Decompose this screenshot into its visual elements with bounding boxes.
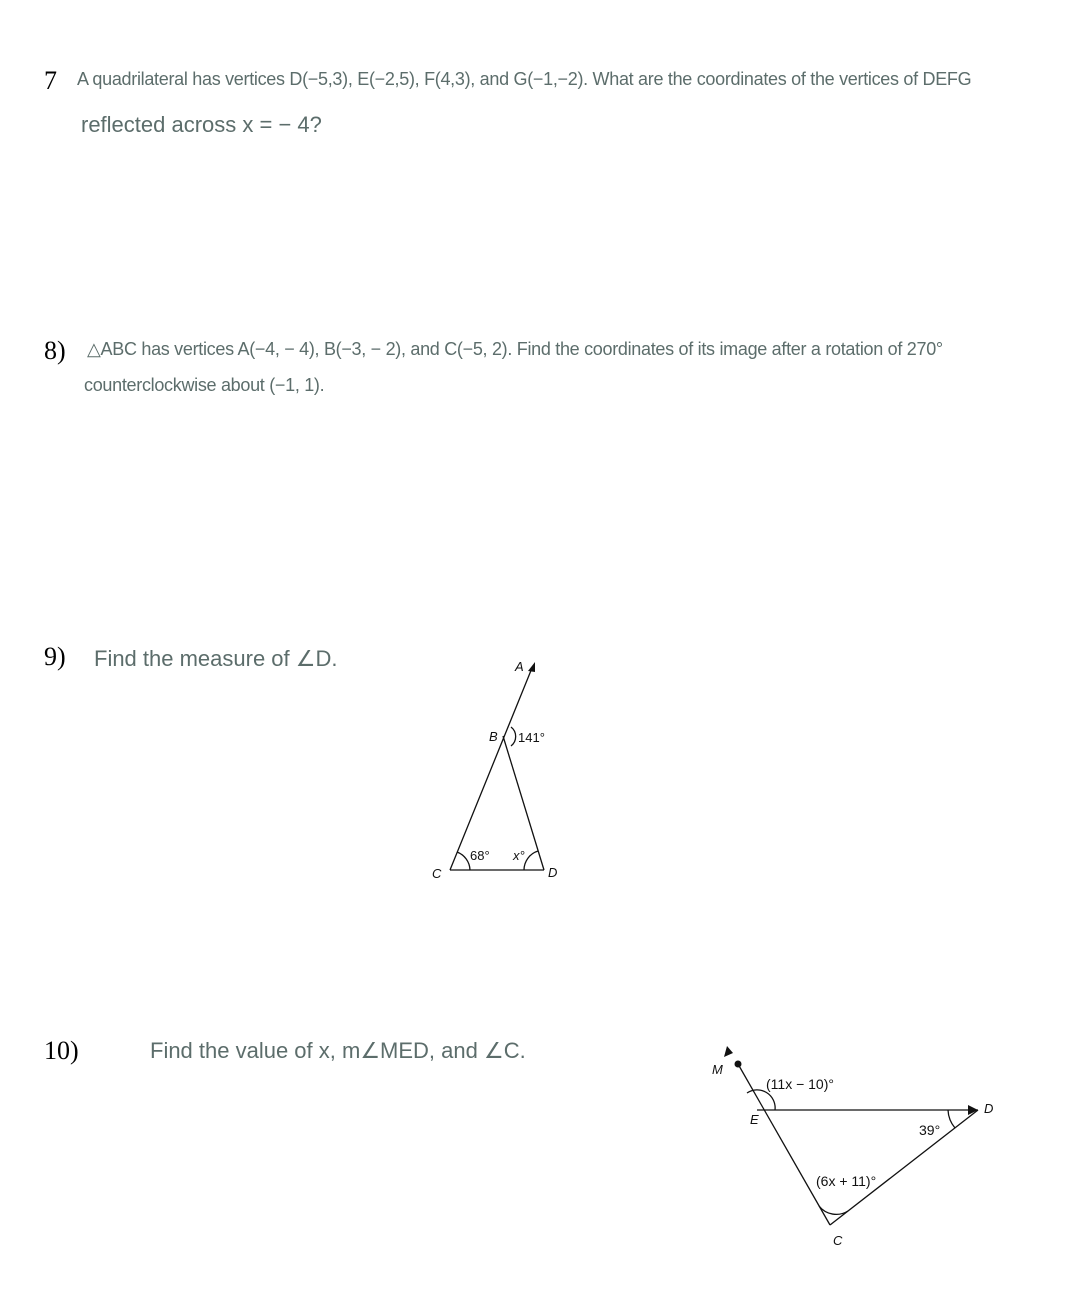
segment-dc	[830, 1110, 978, 1225]
question-10-text: Find the value of x, m∠MED, and ∠C.	[150, 1038, 526, 1063]
question-7-text-line1: A quadrilateral has vertices D(−5,3), E(−2,5), F(4,3), and G(−1,−2). What are the coordinates of the vertices of DEFG	[77, 69, 972, 89]
label-11x-10: (11x − 10)°	[766, 1076, 834, 1092]
label-m: M	[712, 1062, 723, 1077]
point-m	[735, 1061, 742, 1068]
question-10-number: 10)	[44, 1036, 79, 1065]
question-8-number: 8)	[44, 336, 66, 365]
label-68: 68°	[470, 848, 490, 863]
ray-arrowhead-m	[724, 1046, 733, 1057]
label-c: C	[432, 866, 442, 881]
label-b: B	[489, 729, 498, 744]
label-141: 141°	[518, 730, 545, 745]
label-x: x°	[513, 848, 525, 863]
question-9-text: Find the measure of ∠D.	[94, 646, 338, 671]
label-d: D	[548, 865, 558, 880]
label-e: E	[750, 1112, 759, 1127]
label-c: C	[833, 1233, 843, 1248]
angle-arc-e	[747, 1090, 775, 1110]
label-6x-11: (6x + 11)°	[816, 1173, 877, 1189]
question-7-number: 7	[44, 66, 57, 95]
question-8-text-line1: △ABC has vertices A(−4, − 4), B(−3, − 2), and C(−5, 2). Find the coordinates of its image after a rotation of 270°	[87, 339, 943, 359]
label-d: D	[984, 1101, 994, 1116]
question-9-number: 9)	[44, 642, 66, 671]
angle-arc-d	[948, 1110, 955, 1128]
question-7-text-line2: reflected across x = − 4?	[81, 112, 322, 137]
label-39: 39°	[919, 1122, 941, 1138]
question-8-text-line2: counterclockwise about (−1, 1).	[84, 375, 325, 395]
label-a: A	[515, 659, 524, 674]
